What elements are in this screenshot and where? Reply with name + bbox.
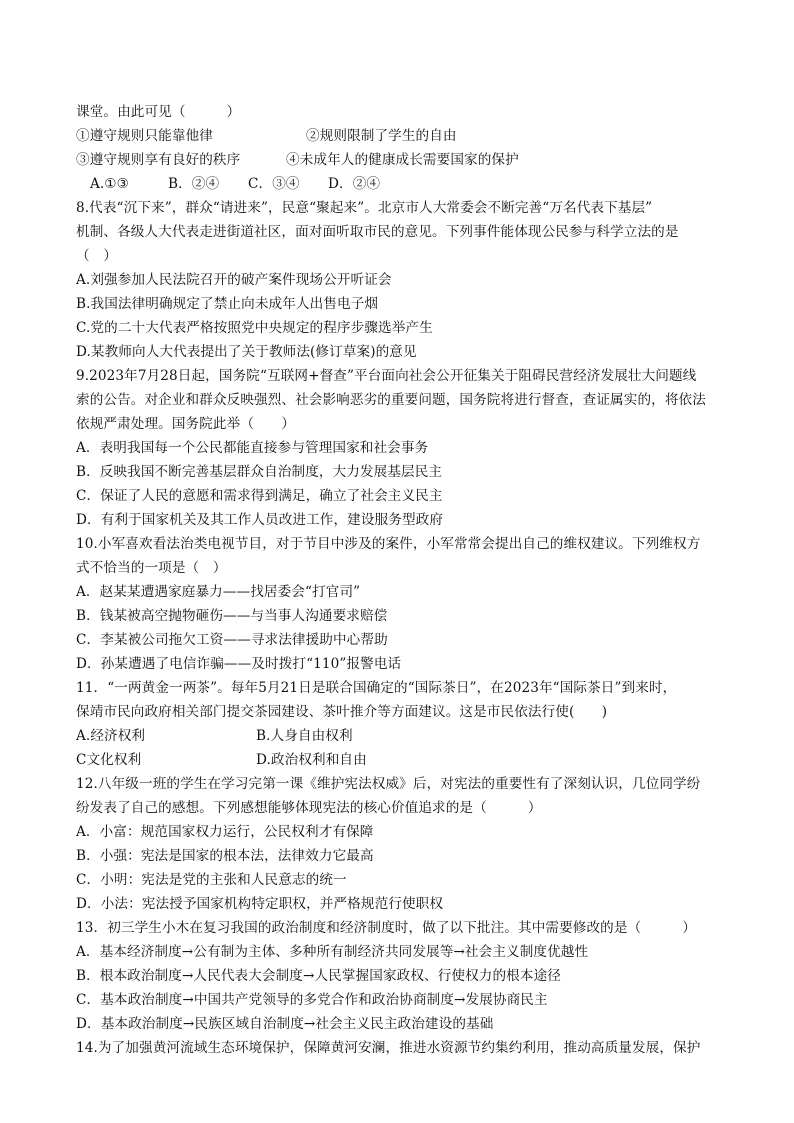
text-line: B．反映我国不断完善基层群众自治制度，大力发展基层民主 (76, 464, 443, 480)
text-line: D．基本政治制度→民族区域自治制度→社会主义民主政治建设的基础 (76, 1016, 494, 1032)
text-line (76, 172, 726, 196)
text-line: B．钱某被高空抛物砸伤——与当事人沟通要求赔偿 (76, 608, 388, 624)
answer-option: C．③④ (248, 176, 300, 192)
text-line: （ ） (76, 248, 118, 264)
text-line: 纷发表了自己的感想。下列感想能够体现宪法的核心价值追求的是（ ） (76, 800, 542, 816)
option-right: ②规则限制了学生的自由 (306, 128, 457, 144)
text-line (76, 124, 726, 148)
option-left: ①遵守规则只能靠他律 (76, 128, 213, 144)
text-line: C.党的二十大代表严格按照党中央规定的程序步骤选举产生 (76, 320, 433, 336)
text-line: 11．“一两黄金一两茶”。每年5月21日是联合国确定的“国际茶日”，在2023年“国际茶日”到来时， (76, 680, 677, 696)
text-line: D．小法：宪法授予国家机构特定职权，并严格规范行使职权 (76, 896, 444, 912)
text-line: D．孙某遭遇了电信诈骗——及时拨打“110”报警电话 (76, 656, 402, 672)
text-line: C．基本政治制度→中国共产党领导的多党合作和政治协商制度→发展协商民主 (76, 992, 548, 1008)
text-line: 依规严肃处理。国务院此举（ ） (76, 416, 296, 432)
text-line: 8.代表“沉下来”，群众“请进来”，民意“聚起来”。北京市人大常委会不断完善“万名代表下基层” (76, 200, 653, 216)
text-line: C．李某被公司拖欠工资——寻求法律援助中心帮助 (76, 632, 388, 648)
text-line: 10.小军喜欢看法治类电视节目，对于节目中涉及的案件，小军常常会提出自己的维权建议。下列维权方 (76, 536, 701, 552)
text-line: C．小明：宪法是党的主张和人民意志的统一 (76, 872, 347, 888)
text-line: B．根本政治制度→人民代表大会制度→人民掌握国家政权、行使权力的根本途径 (76, 968, 561, 984)
text-line: A．赵某某遭遇家庭暴力——找居委会“打官司” (76, 584, 361, 600)
text-line (76, 748, 726, 772)
text-line: 14.为了加强黄河流域生态环境保护，保障黄河安澜，推进水资源节约集约利用，推动高质量发展，保护 (76, 1040, 701, 1056)
question-content (76, 100, 726, 1060)
option-right: D.政治权利和自由 (256, 752, 367, 768)
text-line: 索的公告。对企业和群众反映强烈、社会影响恶劣的重要问题，国务院将进行督查，查证属实的，将依法 (76, 392, 706, 408)
text-line: 课堂。由此可见（ ） (76, 104, 241, 120)
option-right: ④未成年人的健康成长需要国家的保护 (286, 152, 519, 168)
text-line: A.刘强参加人民法院召开的破产案件现场公开听证会 (76, 272, 392, 288)
answer-option: A.①③ (90, 176, 129, 192)
answer-option: D．②④ (328, 176, 381, 192)
text-line: C．保证了人民的意愿和需求得到满足，确立了社会主义民主 (76, 488, 443, 504)
text-line (76, 724, 726, 748)
text-line: 保靖市民向政府相关部门提交茶园建设、茶叶推介等方面建议。这是市民依法行使( ) (76, 704, 608, 720)
text-line: 机制、各级人大代表走进街道社区，面对面听取市民的意见。下列事件能体现公民参与科学立法的是 (76, 224, 679, 240)
text-line: B.我国法律明确规定了禁止向未成年人出售电子烟 (76, 296, 379, 312)
option-right: B.人身自由权利 (256, 728, 353, 744)
text-line: A．小富：规范国家权力运行，公民权利才有保障 (76, 824, 374, 840)
text-line: D.某教师向人大代表提出了关于教师法(修订草案)的意见 (76, 344, 417, 360)
option-left: C文化权利 (76, 752, 142, 768)
text-line: 13．初三学生小木在复习我国的政治制度和经济制度时，做了以下批注。其中需要修改的是（ ） (76, 920, 697, 936)
text-line: 12.八年级一班的学生在学习完第一课《维护宪法权威》后，对宪法的重要性有了深刻认识，几位同学纷 (76, 776, 701, 792)
text-line (76, 148, 726, 172)
text-line: D．有利于国家机关及其工作人员改进工作，建设服务型政府 (76, 512, 444, 528)
text-line: A．表明我国每一个公民都能直接参与管理国家和社会事务 (76, 440, 429, 456)
text-line: 9.2023年7月28日起，国务院“互联网+督查”平台面向社会公开征集关于阻碍民营经济发展壮大问题线 (76, 368, 697, 384)
option-left: ③遵守规则享有良好的秩序 (76, 152, 241, 168)
option-left: A.经济权利 (76, 728, 146, 744)
text-line: B．小强：宪法是国家的根本法，法律效力它最高 (76, 848, 374, 864)
answer-option: B．②④ (168, 176, 220, 192)
text-line: 式不恰当的一项是（ ） (76, 560, 227, 576)
text-line: A．基本经济制度→公有制为主体、多种所有制经济共同发展等→社会主义制度优越性 (76, 944, 589, 960)
